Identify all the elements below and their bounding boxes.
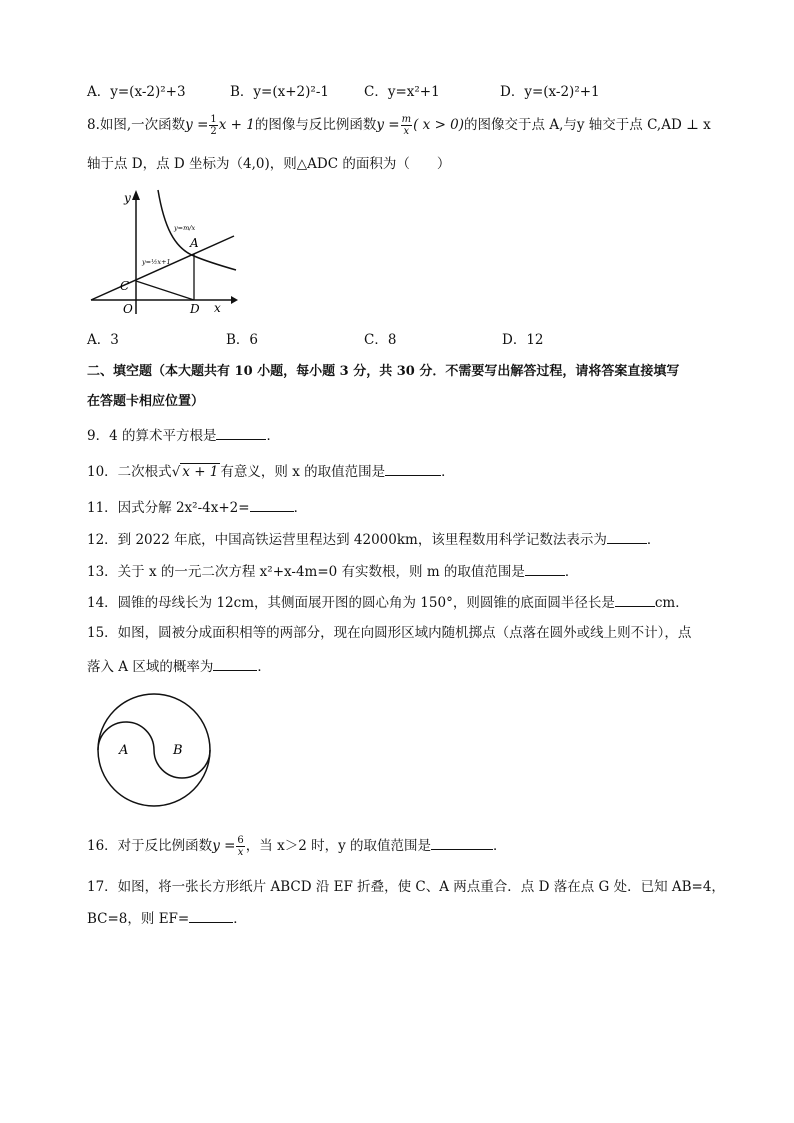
q8-option-a: A．3 — [87, 332, 119, 348]
q7-option-c: C．y=x²+1 — [364, 84, 440, 100]
q8-half-fraction: $\frac{1}{2}$ — [210, 114, 217, 137]
q9-text: 9．4 的算术平方根是 — [87, 428, 217, 444]
q8-linear-lhs: y = — [185, 117, 209, 133]
linear-function-line — [91, 236, 234, 300]
q13-end: ． — [564, 564, 579, 580]
q15-text: 落入 A 区域的概率为 — [87, 659, 214, 675]
q8-text-mid: 的图像与反比例函数 — [254, 117, 377, 133]
point-a-label: A — [190, 236, 199, 250]
q8-m-over-x-fraction: $\frac{m}{x}$ — [401, 114, 412, 137]
q15-line2 — [87, 656, 271, 677]
q10 — [87, 461, 455, 482]
q17-line1: 17．如图，将一张长方形纸片 ABCD 沿 EF 折叠，使 C、A 两点重合．点 D 落在点 G 处．已知 AB=4， — [87, 879, 725, 895]
q12-end: ． — [646, 532, 661, 548]
q10-text-post: 有意义，则 x 的取值范围是 — [220, 464, 386, 480]
q16-text-pre: 16．对于反比例函数 — [87, 838, 213, 854]
region-b-label: B — [173, 743, 183, 758]
q11-text: 11．因式分解 2x²-4x+2= — [87, 500, 250, 516]
q9-end: ． — [266, 428, 280, 444]
q17-line2 — [87, 908, 247, 929]
section2-heading-line2: 在答题卡相应位置） — [87, 394, 205, 409]
q13-text: 13．关于 x 的一元二次方程 x²+x-4m=0 有实数根，则 m 的取值范围是 — [87, 564, 525, 580]
q15-answer-blank — [213, 656, 257, 671]
q16-text-post: ，当 x＞2 时，y 的取值范围是 — [245, 838, 431, 854]
q12 — [87, 529, 660, 550]
q10-text-pre: 10．二次根式 — [87, 464, 172, 480]
q7-option-d: D．y=(x-2)²+1 — [500, 84, 600, 100]
q17-end: ． — [233, 911, 247, 927]
y-axis-label: y — [124, 191, 131, 205]
q10-end: ． — [441, 464, 455, 480]
region-a-label: A — [119, 743, 129, 758]
q10-radical: √ x + 1 — [171, 464, 219, 480]
q8-stem-line1 — [87, 114, 711, 137]
q11-end: ． — [293, 500, 308, 516]
q8-text-end: 的图像交于点 A,与y 轴交于点 C,AD ⊥ x — [464, 117, 711, 133]
q12-text: 12．到 2022 年底，中国高铁运营里程达到 42000km，该里程数用科学记数法表示为 — [87, 532, 607, 548]
q16-answer-blank — [431, 835, 493, 850]
q9-answer-blank — [216, 425, 266, 440]
q8-function-graph — [86, 186, 246, 318]
q8-text-start: 8.如图,一次函数 — [87, 117, 186, 133]
point-c-label: C — [120, 279, 130, 293]
q8-inverse-lhs: y = — [376, 117, 400, 133]
y-axis-arrow — [132, 190, 140, 200]
q8-option-d: D．12 — [502, 332, 544, 348]
q14-text: 14．圆锥的母线长为 12cm，其侧面展开图的圆心角为 150°，则圆锥的底面圆半径长是 — [87, 595, 615, 611]
q17-answer-blank — [189, 908, 233, 923]
q16-function-lhs: y = — [212, 838, 236, 854]
q9 — [87, 425, 280, 446]
section2-heading-line1: 二、填空题（本大题共有 10 小题，每小题 3 分，共 30 分．不需要写出解答过程，请将答案直接填写 — [87, 364, 680, 379]
q12-answer-blank — [607, 529, 647, 544]
q7-option-a: A．y=(x-2)²+3 — [87, 84, 186, 100]
dividing-s-curve — [98, 722, 210, 778]
x-axis-arrow — [231, 296, 238, 304]
q16-six-over-x-fraction: $\frac{6}{x}$ — [237, 835, 244, 858]
line-label: y=½x+1 — [142, 258, 171, 266]
q8-option-b: B．6 — [226, 332, 259, 348]
q8-stem-line2: 轴于点 D，点 D 坐标为（4,0)，则△ADC 的面积为（ ） — [87, 156, 451, 172]
q10-answer-blank — [385, 461, 441, 476]
q8-option-c: C．8 — [364, 332, 397, 348]
q15-line1: 15．如图，圆被分成面积相等的两部分，现在向圆形区域内随机掷点（点落在圆外或线上则不计），点 — [87, 625, 692, 641]
x-axis-label: x — [214, 301, 221, 315]
q14 — [87, 592, 689, 613]
segment-cd — [136, 281, 194, 300]
q15-end: ． — [257, 659, 271, 675]
q13 — [87, 561, 578, 582]
q8-domain-condition: ( x > 0) — [413, 117, 465, 133]
q15-yin-yang-circle — [94, 692, 218, 810]
origin-label: O — [123, 302, 133, 316]
q11-answer-blank — [250, 497, 294, 512]
q16-end: ． — [493, 838, 507, 854]
q11 — [87, 497, 307, 518]
q14-answer-blank — [615, 592, 655, 607]
q13-answer-blank — [525, 561, 565, 576]
hyperbola-label: y=m/x — [174, 224, 196, 232]
q7-option-b: B．y=(x+2)²-1 — [230, 84, 329, 100]
q17-text: BC=8，则 EF= — [87, 911, 190, 927]
point-d-label: D — [190, 302, 200, 316]
q16 — [87, 835, 507, 858]
q8-linear-tail: x + 1 — [218, 117, 255, 133]
q14-end: cm． — [654, 595, 689, 611]
